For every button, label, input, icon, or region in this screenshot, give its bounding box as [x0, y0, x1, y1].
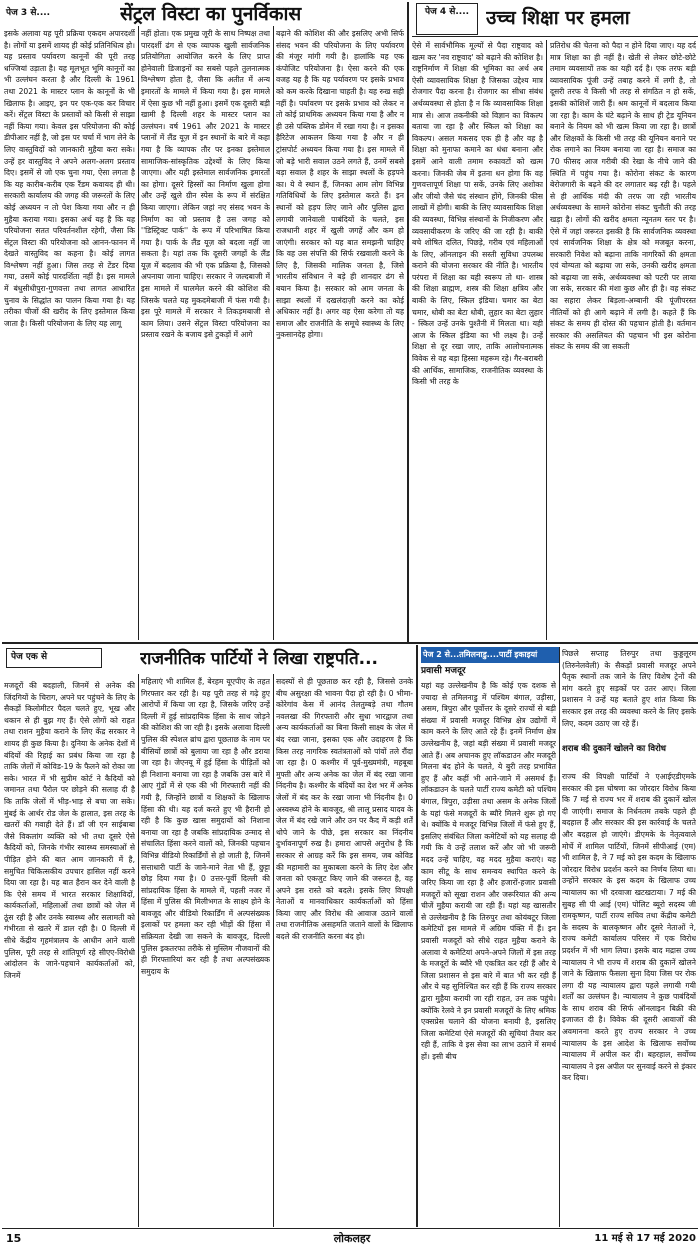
article-column: नहीं होता। एक प्रमुख जूरी के साथ निष्पक्ष तथा पारदर्शी ढंग से एक व्यापक खुली सार्वजनिक प्रतियोगिता आयोजित करने के लिए प्राप्त होनेवाली डिजाइनों का सबसे पहले तुलनात्मक विश्लेषण होता है, जैसा कि अतीत में अन्य इमारतों के मामले में किया गया है। इस मामले में ऐसा कुछ भी नहीं हुआ। इसमें एक दूसरी बड़ी खामी है दिल्ली शहर के मास्टर प्लान का उल्लंघन। वर्ष 1961 और 2021 के मास्टर प्लानों में लैंड यूज़ में इन स्थानों के बारे में कहा गया है कि व्यापक तौर पर इनका इस्तेमाल सामाजिक-सांस्कृतिक उद्देश्यों के लिए किया जाएगा। और यही इस्तेमाल सार्वजनिक इमारतों का होगा। दूसरे हिस्सों का निर्माण खुला होगा और उन्हें खुले ग्रीन स्पेस के रूप में संरक्षित किया जाएगा। लेकिन जहां नए संसद भवन के निर्माण का जो प्रस्ताव है उस जगह को ''डिस्ट्रिक्ट पार्क'' के रूप में परिभाषित किया गया है। पार्क के लैंड यूज़ को बदला नहीं जा सकता है। यहां तक कि दूसरी जगहों के लैंड यूज़ में बदलाव की भी एक प्रक्रिया है, जिसको अपनाया जाना चाहिए। सरकार ने जल्दबाजी में इस मामले में घालमेल करने की कोशिश की जिसके चलते यह मुकदमेबाजी में फंस गयी है। इस पूरे मामले में सरकार ने तिकड़मबाजी से काम लिया। उसने सेंट्रल विस्टा परियोजना का प्रस्ताव रखने के बजाय इसे टुकड़ों में आगे [141, 29, 270, 340]
section-tag-bottom-left: पेज एक से [6, 648, 102, 668]
section-tag-top-left: पेज 3 से.... [6, 8, 51, 18]
section-tag-top-right: पेज 4 से.... [416, 3, 478, 35]
headline-political-parties-letter: राजनीतिक पार्टियों ने लिखा राष्ट्रपति... [140, 649, 379, 669]
article-column: ऐसे में सार्वभौमिक मूल्यों से पैदा राष्ट्रवाद को खत्म कर 'नव राष्ट्रवाद' को बढ़ाने की कोशिश है। राष्ट्रनिर्माण में शिक्षा की भूमिका का अर्थ अब ऐसी व्यावसायिक शिक्षा है जिसका उद्देश्य मात्र रोजगार पैदा करना है। रोजगार का सीधा संबंध अर्थव्यवस्था से होता है न कि व्यावसायिक शिक्षा मात्र से। आज तकनीकी को विज्ञान का विकल्प बताया जा रहा है और स्किल को शिक्षा का विकल्प। असल मकसद एक ही है और वह है शिक्षा को मुनाफा कमाने का धंधा बनाना और इसमें आने वाली तमाम रुकावटों को खत्म करना। जिनकी जेब में इतना धन होगा कि वह गुणवत्तापूर्ण शिक्षा पा सकें, उनके लिए अशोका और जीयो जैसे चंद संस्थान होंगे, जिनकी फीस लाखों में होगी। बाकी के लिए व्यावसायिक शिक्षा की व्यवस्था, विभिन्न संस्थानों के निजीकरण और व्यवसायीकरण के जरिए की जा रही है। बाकी बचे शोषित दलित, पिछड़े, गरीब एवं महिलाओं के लिए, ऑनलाइन की सस्ती सुविधा उपलब्ध कराने की योजना सरकार की नीति है। भारतीय परंपरा में शिक्षा का यही स्वरूप तो था- शास्त्र की शिक्षा ब्राह्मण, शस्त्र की शिक्षा क्षत्रिय और बाकी के लिए, स्किल इंडिया। चमार का बेटा चमार, धोबी का बेटा धोबी, लुहार का बेटा लुहार - स्किल उन्हें उनके पुश्तैनी में मिलता था। यही आज के स्किल इंडिया का भी लक्ष्य है। उन्हें शिक्षा से दूर रखा जाए, ताकि आलोचनात्मक विवेक से वह बड़ा हिस्सा महरूम रहे। गैर-बराबरी की आर्थिक, सामाजिक, राजनीतिक व्यवस्था के किसी भी तरह के [412, 41, 543, 387]
article-column: प्रतिरोध की चेतना को पैदा न होने दिया जाए। यह दर्द मात्र शिक्षा का ही नहीं है। खेती से लेकर छोटे-छोटे तमाम व्यवसायों तक का यही दर्द है। एक तरफ बड़ी व्यावसायिक पूंजी उन्हें तबाह करने में लगी है, तो दूसरी तरफ वे किसी भी तरह से संगठित न हो सकें, इसकी कोशिशें जारी हैं। श्रम कानूनों में बदलाव किया जा रहा है। काम के घंटे बढ़ाने के साथ ही ट्रेड यूनियन बनाने के नियम को भी खत्म किया जा रहा है। छात्रों और शिक्षकों के किसी भी तरह की यूनियन बनाने पर रोक लगाने का नियम बनाया जा रहा है। समाज का 70 फीसद आज गरीबी की रेखा के नीचे जाने की स्थिति में पहुंच गया है। कोरोना संकट के कारण बेरोजगारी के बढ़ने की दर लगातार बढ़ रही है। पहले से ही आर्थिक मंदी की तरफ जा रही भारतीय अर्थव्यवस्था के सामने कोरोना संकट चुनौती की तरह खड़ा है। लोगों की खरीद क्षमता न्यूनतम स्तर पर है। ऐसे में जहां जरूरत इसकी है कि सार्वजनिक व्यवस्था एवं सार्वजनिक शिक्षा के क्षेत्र को मजबूत करना, सरकारी निवेश को बढ़ाना ताकि नागरिकों की क्षमता एवं योग्यता को बढ़ाया जा सके, उनकी खरीद क्षमता को बढ़ाया जा सके, अर्थव्यवस्था को पटरी पर लाया जा सके, सरकार की मंशा कुछ और ही है। वह संकट का सहारा लेकर बिड़ला-अम्बानी की पूंजीपरस्त नीतियों को ही आगे बढ़ाने में लगी है। कहते हैं कि संकट के समय ही दोस्त की पहचान होती है। वर्तमान सरकार की असलियत की पहचान भी इस कोरोना संकट के समय की जा सकती [550, 41, 696, 352]
subheading-liquor-shops-protest: शराब की दुकानें खोलने का विरोध [562, 744, 666, 754]
newspaper-name: लोकलहर [333, 1232, 371, 1245]
article-column: इसके अलावा यह पूरी प्रक्रिया एकदम अपारदर्शी है। लोगों या इसमें शायद ही कोई प्रतिनिधित्व हो। यह प्रस्ताव पर्यावरण कानूनों की पूरी तरह धज्जियां उड़ाता है। यह मूलभूत भूमि कानूनों का भी उल्लंघन करता है और दिल्ली के 1961 तथा 2021 के मास्टर प्लान के कानूनों के भी खिलाफ है। आइए, इन पर एक-एक कर विचार करें। सेंट्रल विस्टा के प्रस्तावों को किसी से साझा नहीं किया गया। केवल इस परियोजना की कोई डीपीआर नहीं है, जो इस पर चर्चा में भाग लेने के लिए वास्तुविदों को जानकारी मुहैया करा सके। उन्हें हर वास्तुविद ने अपने अलग-अलग प्रस्ताव दिए। इसमें से जो एक चुना गया, ऐसा लगता है कि यह कारीब-करीब एक रैंडम कवायद ही थी। सरकारी कार्यालय की जगह की जरूरतों के लिए कोई अध्ययन न तो पेश किया गया और न ही मुहैया कराया गया। इसका अर्थ यह है कि यह परियोजना सतत परिवर्तनशील रहेगी, जैसा कि सेंट्रल विस्टा की परियोजना को आनन-फानन में देखते वास्तुविद का कहना है। कोई लागत विश्लेषण नहीं हुआ। जिस तरह से टेंडर दिया गया, उसमें कोई पारदर्शिता नहीं है। इस मामले में बंधुसीधीपुरा-गुणवत्ता तथा लागत आधारित चुनाव के सिद्धांत का पालन किया गया है। यह तरीका चीजों की खरीद के लिए इस्तेमाल किया जाता है। किसी परियोजना के लिए यह लागू [4, 29, 135, 328]
headline-higher-education: उच्च शिक्षा पर हमला [486, 7, 630, 29]
headline-central-vista: सेंट्रल विस्टा का पुनर्विकास [120, 3, 302, 25]
article-column: बढ़ाने की कोशिश की और इसलिए अभी सिर्फ संसद भवन की परियोजना के लिए पर्यावरण की मंजूर मांगी गयी है। हालांकि यह एक कंपोजिट परियोजना है। ऐसा करने की एक वजह यह है कि यह पर्यावरण पर इसके प्रभाव को कम करके दिखाना चाहती है। यह रुख सही नहीं है। पर्यावरण पर इसके प्रभाव को लेकर न तो कोई प्राथमिक अध्ययन किया गया है और न ही उसे पब्लिक डोमेन में रखा गया है। न इसका हैरिटेज आकलन किया गया है और न ही ट्रांसपोर्ट अध्ययन किया गया है। इस मामले में जो बड़े भारी सवाल उठने लगते हैं, उनमें सबसे बड़ा सवाल है शहर के साझा स्थलों के हड़पने का। ये वे स्थान हैं, जिनका आम लोग विभिन्न गतिविधियों के लिए इस्तेमाल करते हैं। इन स्थानों को हड़प लिए जाने और पुलिस द्वारा लगायी जानेवाली पाबंदियों के चलते, इस राजधानी शहर में खुली जगहें और कम हो जाएंगी। सरकार को यह बात समझनी चाहिए कि वह उस संपत्ति की सिर्फ रखवाली करने के लिए है, जिसकी मालिक जनता है, जिसे भारतीय संविधान ने बड़े ही शानदार ढंग से बयान किया है। सरकार को आम जनता के साझा स्थलों में दखलंदाज़ी करने का कोई अधिकार नहीं है। अगर वह ऐसा करेगा तो यह समाज और राजनीति के समूचे स्वास्थ्य के लिए नुकसानदेह होगा। [276, 29, 404, 340]
article-column: राज्य की विपक्षी पार्टियों ने एआईएडीएमके सरकार की इस घोषणा का जोरदार विरोध किया कि 7 मई से राज्य भर में शराब की दुकानें खोल दी जाएंगी। समाज के निर्धनतम तबके पहले ही बदहाल हैं और सरकार की इस कार्रवाई के चलते और बदहाल हो जाएंगे। डीएमके के नेतृत्ववाले मोर्चे में शामिल पार्टियों, जिनमें सीपीआई (एम) भी शामिल है, ने 7 मई को इस कदम के खिलाफ जोरदार विरोध प्रदर्शन करने का निर्णय लिया था। उन्होंने सरकार के इस कदम के खिलाफ उच्च न्यायालय का भी दरवाजा खटखटाया। 7 मई की सुबह सी पी आई (एम) पोलिट ब्यूरो सदस्य जी रामकृष्णन, पार्टी राज्य सचिव तथा केंद्रीय कमेटी के सदस्य के बालकृष्णन और दूसरे नेताओं ने, राज्य कमेटी कार्यालय परिसर में एक विरोध प्रदर्शन में भी भाग लिया। इसके बाद मद्रास उच्च न्यायालय ने भी राज्य में शराब की दुकानें खोलने जाने के खिलाफ फैसला सुना दिया जिस पर रोक लगा दी यह न्यायालय द्वारा पहले लगायी गयी शर्तों का उल्लंघन है। न्यायालय ने कुछ पाबंदियों के साथ शराब की सिर्फ ऑनलाइन बिक्री की इजाजत दी है। विवेक की दूसरी आवाजों की अवमानना करते हुए राज्य सरकार ने उच्च न्यायालय के इस आदेश के खिलाफ सर्वोच्च न्यायालय में अपील कर दी। बहरहाल, सर्वोच्च न्यायालय ने इस अपील पर सुनवाई करने से इंकार कर दिया। [562, 772, 696, 1083]
issue-date-range: 11 मई से 17 मई 2020 [594, 1233, 696, 1244]
article-column: सदस्यों से ही पूछताछ कर रही है, जिससे उनके बीच असुरक्षा की भावना पैदा हो रही है। 0 भीमा-कोरेगांव केस में आनंद तेलतुम्बड़े तथा गौतम नवलखा की गिरफ्तारी और सुधा भारद्वाज तथा अन्य कार्यकर्ताओं का बिना किसी साक्ष्य के जेल में बंद रखा जाना, इसका एक और उदाहरण है कि किस तरह नागरिक स्वतंत्रताओं को पांवों तले रौंदा जा रहा है। 0 कश्मीर में पूर्व-मुख्यमंत्री, महबूबा मुफ्ती और अन्य अनेक का जेल में बंद रखा जाना निंदनीय है। कश्मीर के बंदियों का देश भर में अनेक जेलों में बंद कर के रखा जाना भी निंदनीय है। 0 अस्वस्थ्य होने के बावजूद, श्री लालू प्रसाद यादव के जेल में बंद रखे जाने और उन पर कैद में कड़ी शर्तें थोपे जाने के पीछे, इस सरकार का निंदनीय दुर्भावनापूर्ण रुख है। हमारा आपसे अनुरोध है कि सरकार से आग्रह करें कि इस समय, जब कोविड की महामारी का मुकाबला करने के लिए देश और जनता को एकजुट किए जाने की जरूरत है, वह अपने इस रास्ते को बदले। इसके लिए विपक्षी नेताओं व मानवाधिकार कार्यकर्ताओं को हिंसा किया जाए और विरोध की आवाज उठाने वालों तथा राजनीतिक असहमति जताने वालों के खिलाफ बदले की राजनीति करना बंद हो। [276, 677, 413, 942]
page-number: 15 [6, 1232, 22, 1245]
subheading-migrant-workers: प्रवासी मजदूर [421, 666, 466, 676]
article-column: महिलाएं भी शामिल हैं, बेरहम यूएपीए के तहत गिरफ्तार कर रही है। यह पूरी तरह से गढ़े हुए आरोपों में किया जा रहा है, जिसके जरिए उन्हें दिल्ली में हुई सांप्रदायिक हिंसा के साथ जोड़ने की कोशिश की जा रही है। इसके अलावा दिल्ली पुलिस की स्पेशल ब्रांच द्वारा पूछताछ के नाम पर बीसियों छात्रों को बुलाया जा रहा है और डराया जा रहा है। जेएनयू में हुई हिंसा के पीड़ितों को ही निशाना बनाया जा रहा है जबकि उस बारे में आए गुंडों में से एक की भी गिरफ्तारी नहीं की गयी है, जिन्होंने छात्रों व शिक्षकों के खिलाफ हिंसा की थी। यह दर्ज करते हुए भी हैरानी हो रही है कि कुछ खास समुदायों को निशाना बनाया जा रहा है जबकि सांप्रदायिक उन्माद से संचालित हिंसा करने वालों को, जिनकी पहचान विभिन्न वीडियो रिकार्डिंगों से हो जाती है, जिनमें सत्ताधारी पार्टी के जाने-माने नेता भी हैं, छुट्टा छोड़ दिया गया है। 0 उत्तर-पूर्वी दिल्ली की सांप्रदायिक हिंसा के मामले में, पहली नजर में हिंसा में पुलिस की मिलीभगत के साक्ष्य होने के बावजूद और वीडियो रिकार्डिंग में अल्पसंख्यक इलाकों पर हमला कर रही भीड़ों की हिंसा में सक्रियता देखी जा सकने के बावजूद, दिल्ली पुलिस इकतरफा तरीके से मुस्लिम नौजवानों की ही गिरफ्तारियां कर रही है तथा अल्पसंख्यक समुदाय के [141, 677, 270, 976]
article-column: पिछले सप्ताह तिरुपुर तथा कुड्डलूरम (तिरुनेलवेली) के सैकड़ों प्रवासी मजदूर अपने पैतृक स्थानों तक जाने के लिए विशेष ट्रेनों की मांग करते हुए सड़कों पर उतर आए। जिला प्रशासन ने उन्हें यह बताते हुए शांत किया कि सरकार इस तरह की व्यवस्था करने के लिए इसके लिए, कदम उठाए जा रहे हैं। [562, 649, 696, 728]
section-tag-bottom-right: पेज 2 से...तमिलनाडु....पार्टी इकाइयां [421, 647, 560, 663]
article-column: यहां यह उल्लेखनीय है कि कोई एक दशक से ज्यादा से तमिलनाडु में पश्चिम बंगाल, उड़ीसा, असम, त्रिपुरा और पूर्वोत्तर के दूसरे राज्यों से बड़ी संख्या में प्रवासी मजदूर विभिन्न क्षेत्र उद्योगों में काम करने के लिए आते रहे हैं। इनमें निर्माण क्षेत्र उल्लेखनीय है, जहां बड़ी संख्या में प्रवासी मजदूर आते हैं। अब अचानक हुए लॉकडाउन और मजदूरी मिलना बंद होने के चलते, ये बुरी तरह प्रभावित हुए हैं और कहीं भी आने-जाने में असमर्थ हैं। लॉकडाउन के चलते पार्टी राज्य कमेटी को पश्चिम बंगाल, त्रिपुरा, उड़ीसा तथा असम के अनेक जिलों के यहां फंसे मजदूरों के ब्यौरे मिलने शुरू हो गए थे। क्योंकि ये मजदूर विभिन्न जिलों में फंसे हुए हैं, इसलिए संबंधित जिला कमेटियों को यह सलाह दी गयी कि वे उन्हें तलाश करें और जो भी जरूरी मदद उन्हें चाहिए, वह मदद मुहैया कराएं। यह काम सीटू के साथ समन्वय स्थापित करने के जरिए किया जा रहा है और हजारों-हजार प्रवासी मजदूरों को सूखा राशन और जरूरियात की अन्य चीजें मुहैया करायी जा रही हैं। यहां यह खासतौर से उल्लेखनीय है कि तिरुपुर तथा कोयंबटूर जिला कमेटियों इस मामले में अग्रिम पंक्ति में हैं। इन प्रवासी मजदूरों को सीधे राहत मुहैया कराने के अलावा ये कमेटियां अपने-अपने जिलों में इस तरह के मजदूरों के ब्यौरे भी एकत्रित कर रही हैं और ये जिला प्रशासन से इस बारे में बात भी कर रही हैं और ये यह सुनिश्चित कर रही हैं कि राज्य सरकार द्वारा मुहैया करायी जा रही राहत, उन तक पहुंचे। क्योंकि रेलवे ने इन प्रवासी मजदूरों के लिए श्रमिक एक्सप्रेस चलाने की योजना बनायी है, इसलिए जिला कमेटियां ऐसे मजदूरों की सूचियां तैयार कर रही हैं, ताकि वे इस सेवा का लाभ उठाने में समर्थ हों। इसी बीच [421, 681, 556, 1061]
article-column: मजदूरों की बदहाली, जिनमें से अनेक की जिंदगियों के चिराग, अपने घर पहुंचने के लिए के सैकड़ों किलोमीटर पैदल चलते हुए, भूख और थकान से ही बुझ गए हैं। ऐसे लोगों को राहत तथा राशन मुहैया कराने के लिए केंद्र सरकार ने शायद ही कुछ किया है। दुनिया के अनेक देशों में बंदियों की रिहाई का प्रबंध किया जा रहा है ताकि जेलों में कोविड-19 के फैलने को रोका जा सके। भारत में भी सुप्रीम कोर्ट ने कैदियों को जमानत तथा पैरोल पर छोड़ने की सलाह दी है कि ताकि जेलों में भीड़-भाड़ से बचा जा सके। मुंबई के आर्थर रोड जेल के हालात, इस तरह के खतरों की गवाही देते हैं। डॉ जी एन साईबाबा जैसे विकलांग व्यक्ति को भी तथा दूसरे ऐसे कैदियों को, जिनके गंभीर स्वास्थ्य समस्याओं से पीड़ित होने की बात आम जानकारी में है, समुचित चिकित्सकीय उपचार हासिल नहीं करने दिया जा रहा है। यह बात हैरान कर देने वाली है कि ऐसे समय में भारत सरकार शिक्षाविदों, कार्यकर्ताओं, महिलाओं तथा छात्रों को जेल में ठूंस रही है और उनके स्वास्थ्य और सलामती को गंभीरता से खतरे में डाल रही है। 0 दिल्ली में सीधे केंद्रीय गृहमंत्रालय के आधीन आने वाली पुलिस, पूरी तरह से शांतिपूर्ण रहे सीएए-विरोधी आंदोलन के जाने-पहचाने कार्यकर्ताओं को, जिनमें [4, 681, 135, 980]
